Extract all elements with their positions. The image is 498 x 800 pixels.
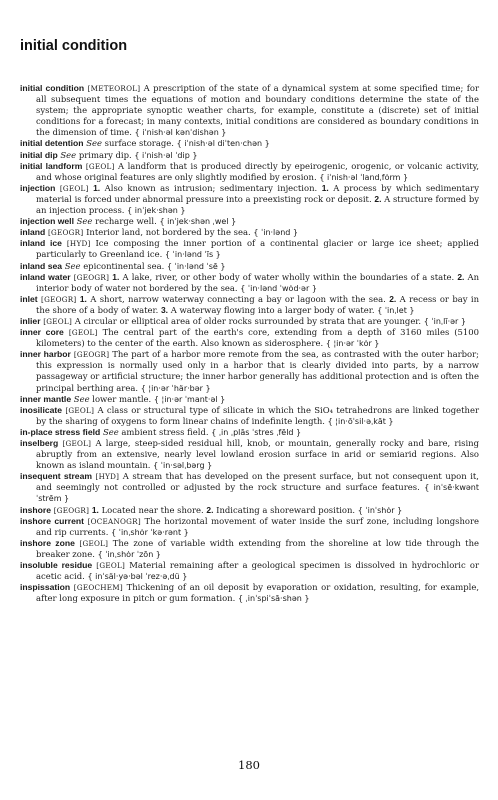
dictionary-entry xyxy=(20,538,479,560)
pronunciation: { ¦in·ər ˈmant·əl } xyxy=(153,394,226,404)
entry-definition: The central part of the earth's core, extending from a depth of 3160 miles (5100 kilometers) to the center of the earth. Also known as siderosphere. xyxy=(36,327,480,349)
entry-headword: inner harbor xyxy=(20,349,71,360)
subject-label: [HYD] xyxy=(95,472,120,482)
entry-headword: initial detention xyxy=(20,138,84,149)
sense-text: An interior body of water not bordered by the sea. xyxy=(36,271,480,293)
pronunciation: { inˈjek·shən ˌwel } xyxy=(159,217,237,227)
sense-text: A structure formed by an injection process. xyxy=(36,193,479,216)
pronunciation: { iˈnish·əl ˈlandˌfȯrm } xyxy=(319,172,409,182)
dictionary-entry xyxy=(20,471,479,504)
dictionary-entry xyxy=(20,83,479,138)
see-reference: See xyxy=(86,138,102,149)
subject-label: [GEOGR] xyxy=(41,294,77,304)
dictionary-entry xyxy=(20,216,479,227)
entry-definition: Material remaining after a geological specimen is dissolved in hydrochloric or acetic acid. xyxy=(36,560,479,582)
sense-number: 1. xyxy=(93,182,101,193)
page-number: 180 xyxy=(238,758,260,772)
entry-definition: ambient stress field. xyxy=(121,426,209,437)
pronunciation: { ˈinˌshȯr ˈzōn } xyxy=(97,549,161,559)
sense-number: 2. xyxy=(457,271,465,282)
entry-definition: A large, steep-sided residual hill, knob, or mountain, generally rocky and bare, rising abruptly from an extensive, nearly level lowland erosion surface in arid or semiarid regions. Also known as island mountain. xyxy=(36,438,480,471)
see-reference: See xyxy=(102,426,119,437)
entry-headword: initial dip xyxy=(20,149,58,160)
entry-definition: A stream that has developed on the present surface, but not consequent upon it, and seemingly not controlled or adjusted by the rock structure and surface features. xyxy=(36,471,479,493)
sense-number: 1. xyxy=(79,293,87,304)
subject-label: [HYD] xyxy=(66,239,91,249)
pronunciation: { ˈinˌlet } xyxy=(377,305,415,315)
pronunciation: { ˈin·lənd } xyxy=(253,228,298,238)
sense-text: A short, narrow waterway connecting a bay or lagoon with the sea. xyxy=(90,293,386,304)
dictionary-entry xyxy=(20,316,479,327)
entry-headword: inshore xyxy=(20,504,52,515)
subject-label: [GEOL] xyxy=(43,316,72,326)
sense-number: 1. xyxy=(112,271,120,282)
sense-text: Indicating a shoreward position. xyxy=(216,504,356,515)
pronunciation: { inˈjek·shən } xyxy=(127,206,186,216)
dictionary-entry xyxy=(20,516,479,538)
dictionary-entry xyxy=(20,505,479,516)
pronunciation: { ˈin·lənd ˈsē } xyxy=(167,261,226,271)
dictionary-entry xyxy=(20,394,479,405)
entry-headword: inland ice xyxy=(20,238,62,249)
dictionary-entry xyxy=(20,327,479,349)
entry-headword: injection well xyxy=(20,216,74,227)
subject-label: [GEOL] xyxy=(79,538,109,548)
entry-headword: in-place stress field xyxy=(20,426,101,437)
entry-definition: The part of a harbor more remote from the sea, as contrasted with the outer harbor; this expression is normally used only in a harbor that is clearly divided into parts, by a narrow passageway or artificial structure; the inner harbor generally has additional protection and is often the principal berthing area. xyxy=(36,349,479,393)
entry-definition: recharge well. xyxy=(95,216,157,227)
pronunciation: { ¦in·ər ˈkȯr } xyxy=(325,339,380,349)
dictionary-entry xyxy=(20,427,479,438)
dictionary-entry xyxy=(20,294,479,316)
sense-text: A waterway flowing into a larger body of water. xyxy=(170,304,375,315)
subject-label: [GEOCHEM] xyxy=(73,583,123,593)
subject-label: [GEOL] xyxy=(68,328,98,338)
pronunciation: { ˈin·səlˌbərg } xyxy=(153,461,213,471)
entry-definition: Ice composing the inner portion of a continental glacier or large ice sheet; applied particularly to Greenland ice. xyxy=(36,238,479,260)
pronunciation: { iˈnish·əl kənˈdishən } xyxy=(134,128,227,138)
dictionary-entry xyxy=(20,560,479,582)
entry-headword: inselberg xyxy=(20,438,59,448)
pronunciation: { ˈin·lənd ˈwȯd·ər } xyxy=(240,283,317,293)
sense-number: 1. xyxy=(321,182,329,193)
sense-text: A lake, river, or other body of water wholly within the boundaries of a state. xyxy=(122,271,455,282)
sense-text: A recess or bay in the shore of a body of water. xyxy=(36,293,480,315)
entry-headword: initial condition xyxy=(20,83,85,93)
pronunciation: { ˌin ˌplās ˈstres ˌfēld } xyxy=(211,427,302,437)
sense-number: 3. xyxy=(160,304,169,315)
pronunciation: { ¦in·ōˈsil·əˌkāt } xyxy=(327,416,394,426)
pronunciation: { iˈnish·əl ˈdip } xyxy=(134,150,198,160)
pronunciation: { ˈin·lənd ˈīs } xyxy=(165,250,221,260)
entry-headword: inland xyxy=(20,227,46,238)
entry-definition: A circular or elliptical area of older rocks surrounded by strata that are younger. xyxy=(74,315,422,326)
entry-headword: insoluble residue xyxy=(20,560,93,571)
subject-label: [GEOGR] xyxy=(53,505,90,515)
entry-definition: A prescription of the state of a dynamical system at some specified time; for all subsequent times the equations of motion and boundary conditions determine the state of the system; the appropriate synoptic weather charts, for example, constitute a (discrete) set of initial conditions for a forecast; in many contexts, initial conditions are considered as boundary conditions in the dimension of time. xyxy=(36,83,479,138)
pronunciation: { ˈinˈshȯr } xyxy=(357,505,403,515)
pronunciation: { ˈinˌlī·ər } xyxy=(423,316,466,326)
entry-definition: The horizontal movement of water inside the surf zone, including longshore and rip currents. xyxy=(36,515,479,537)
entry-definition: surface storage. xyxy=(104,138,174,149)
entry-headword: inner mantle xyxy=(20,393,72,404)
dictionary-entry xyxy=(20,161,479,183)
entry-definition: epicontinental sea. xyxy=(83,260,165,271)
entry-definition: A landform that is produced directly by epeirogenic, orogenic, or volcanic activity, and whose original features are only slightly modified by erosion. xyxy=(36,160,480,182)
entry-definition: primary dip. xyxy=(78,149,132,160)
entry-headword: inshore zone xyxy=(20,537,75,548)
pronunciation: { ˌinˈspiˈsā·shən } xyxy=(237,594,310,604)
entry-headword: injection xyxy=(20,182,56,193)
entry-definition: Thickening of an oil deposit by evaporation or oxidation, resulting, for example, after long exposure in pitch or gum formation. xyxy=(36,582,480,604)
sense-number: 2. xyxy=(374,193,382,204)
sense-text: A process by which sedimentary material is forced under abnormal pressure into a preexisting rock or deposit. xyxy=(36,182,479,204)
dictionary-entry xyxy=(20,138,479,149)
entry-headword: initial landform xyxy=(20,160,83,171)
subject-label: [OCEANOGR] xyxy=(87,516,141,526)
pronunciation: { iˈnish·əl diˈten·chən } xyxy=(176,139,270,149)
entry-headword: insequent stream xyxy=(20,471,93,482)
see-reference: See xyxy=(64,260,81,271)
subject-label: [GEOGR] xyxy=(73,272,110,282)
entry-definition: Interior land, not bordered by the sea. xyxy=(86,227,251,238)
dictionary-entries xyxy=(20,83,479,604)
dictionary-entry xyxy=(20,582,479,604)
sense-text: Also known as intrusion; sedimentary injection. xyxy=(104,182,318,193)
subject-label: [GEOGR] xyxy=(73,350,110,360)
pronunciation: { ¦in·ər ˈhär·bər } xyxy=(140,383,211,393)
entry-definition: The zone of variable width extending from the shoreline at low tide through the breaker zone. xyxy=(36,537,479,559)
dictionary-entry xyxy=(20,438,479,471)
see-reference: See xyxy=(73,393,90,404)
entry-headword: inlier xyxy=(20,315,41,326)
subject-label: [GEOL] xyxy=(96,561,126,571)
see-reference: See xyxy=(60,149,77,160)
subject-label: [GEOL] xyxy=(85,161,115,171)
dictionary-entry xyxy=(20,183,479,216)
sense-number: 1. xyxy=(91,504,99,515)
sense-text: Located near the shore. xyxy=(101,504,204,515)
entry-headword: inspissation xyxy=(20,582,71,593)
subject-label: [GEOL] xyxy=(59,183,89,193)
subject-label: [GEOGR] xyxy=(48,228,84,238)
entry-headword: inosilicate xyxy=(20,404,63,415)
dictionary-entry xyxy=(20,238,479,260)
running-head: initial condition xyxy=(20,38,128,54)
dictionary-entry xyxy=(20,349,479,393)
dictionary-entry xyxy=(20,227,479,238)
dictionary-entry xyxy=(20,150,479,161)
entry-headword: inshore current xyxy=(20,515,84,526)
entry-definition: A class or structural type of silicate in which the SiO₄ tetrahedrons are linked together by the sharing of oxygens to form linear chains of indefinite length. xyxy=(36,404,479,426)
sense-number: 2. xyxy=(389,293,397,304)
subject-label: [GEOL] xyxy=(62,439,92,448)
entry-headword: inlet xyxy=(20,293,38,304)
entry-headword: inland water xyxy=(20,271,71,282)
dictionary-entry xyxy=(20,261,479,272)
entry-headword: inner core xyxy=(20,327,64,338)
pronunciation: { inˈsäl·yə·bəl ˈrez·əˌdü } xyxy=(87,572,188,582)
dictionary-entry xyxy=(20,405,479,427)
subject-label: [GEOL] xyxy=(65,405,95,415)
entry-headword: inland sea xyxy=(20,260,63,271)
pronunciation: { inˈsē·kwənt ˈstrēm } xyxy=(36,483,479,504)
dictionary-entry xyxy=(20,272,479,294)
see-reference: See xyxy=(76,216,93,227)
pronunciation: { ˈinˌshȯr ˈkə·rənt } xyxy=(111,527,189,537)
sense-number: 2. xyxy=(206,504,214,515)
subject-label: [METEOROL] xyxy=(87,84,141,93)
entry-definition: lower mantle. xyxy=(92,393,152,404)
